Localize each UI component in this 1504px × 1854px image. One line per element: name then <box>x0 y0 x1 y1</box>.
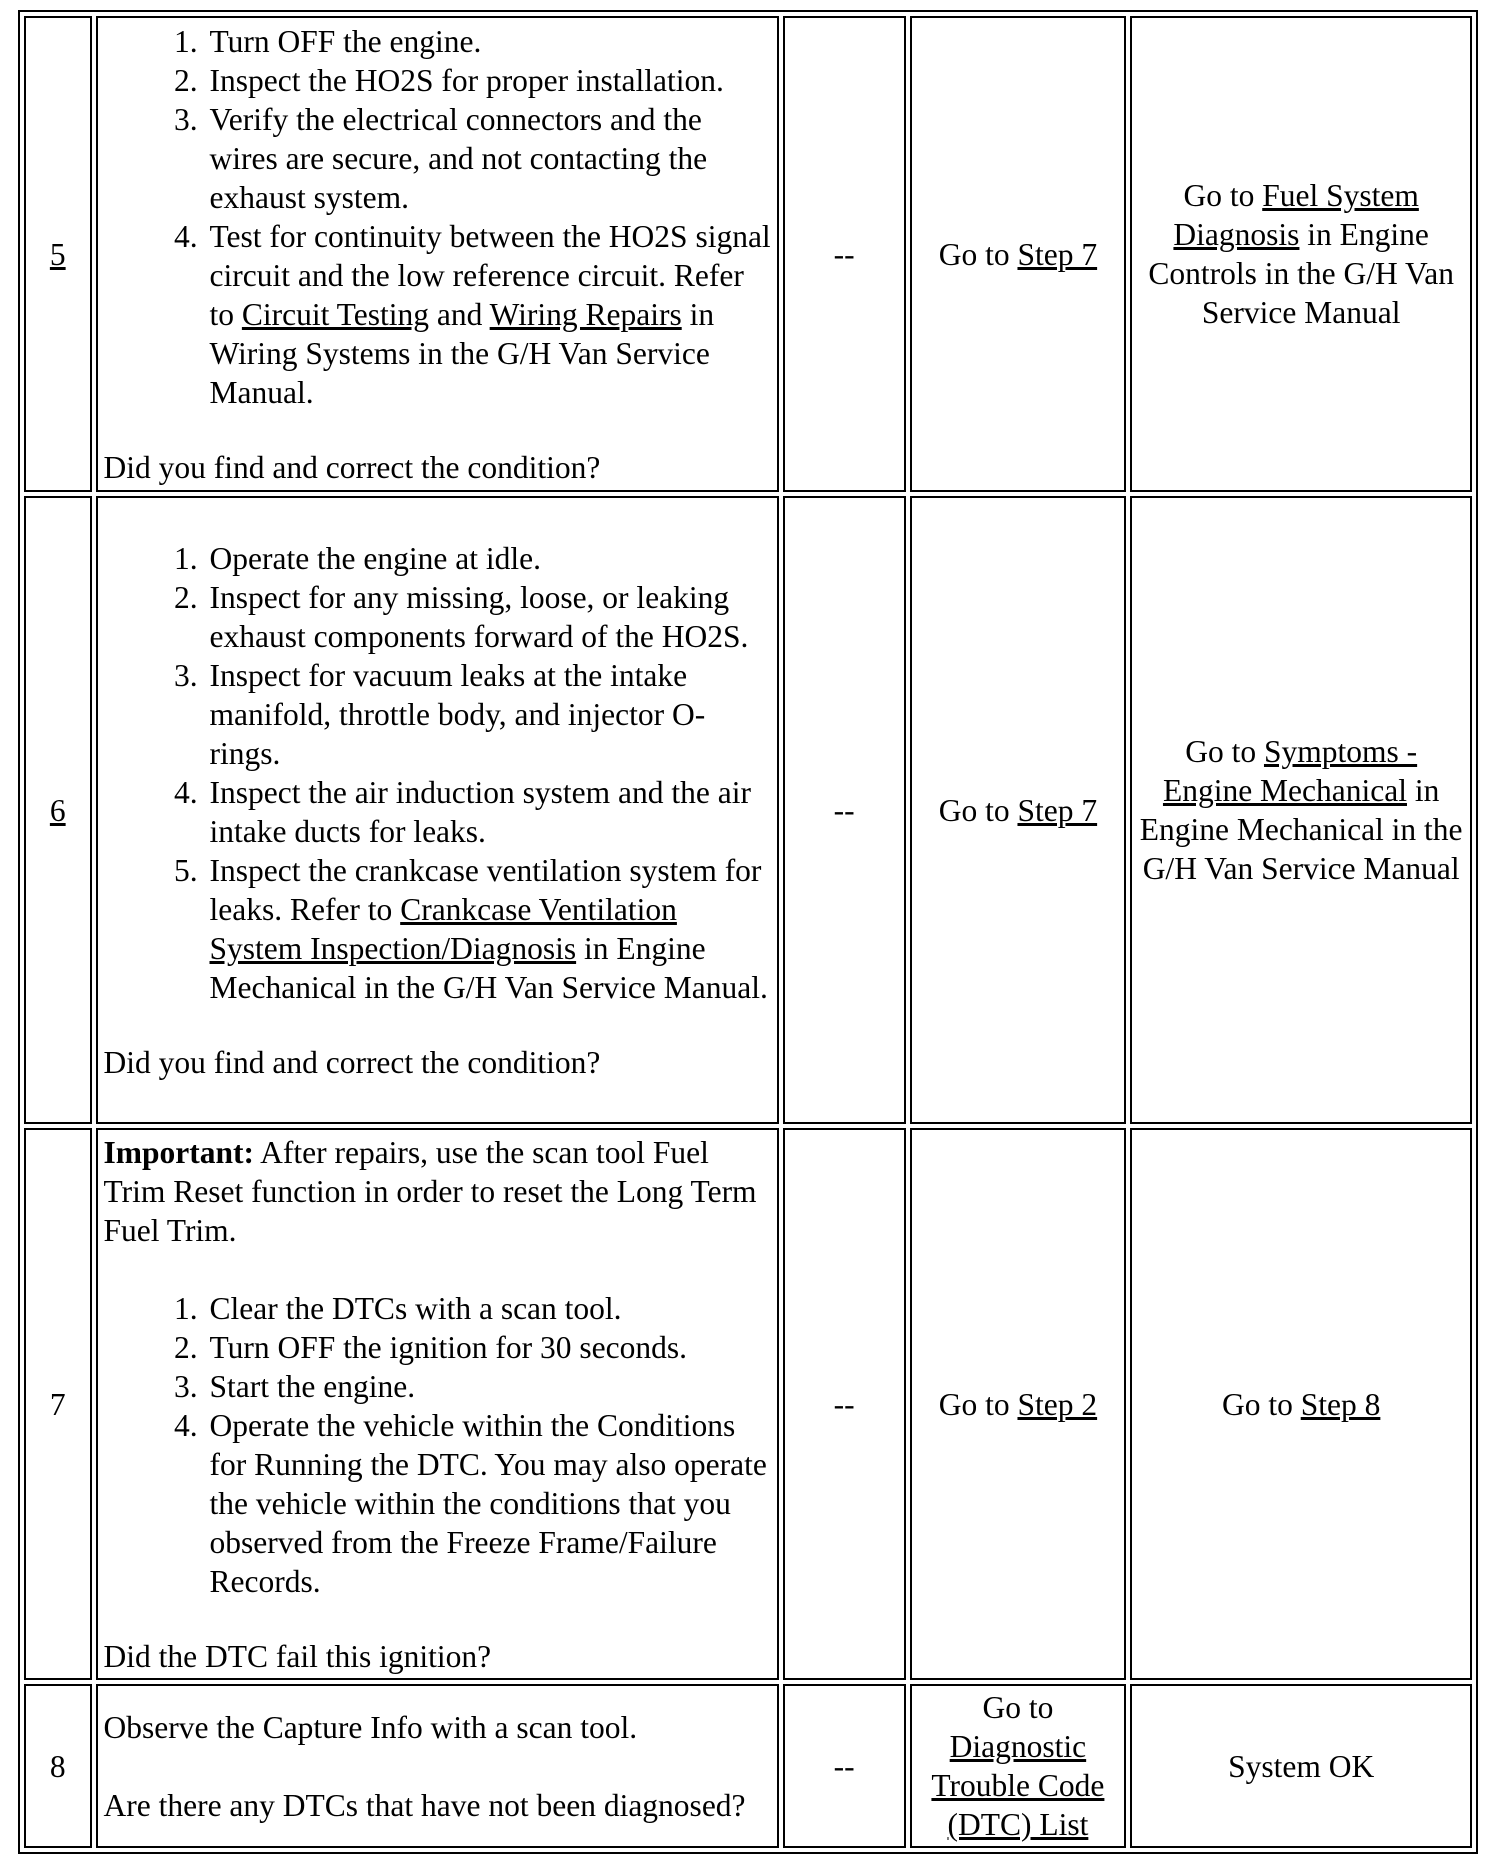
step-cell <box>24 16 92 492</box>
table-row <box>24 16 1472 492</box>
go-to-text: Go to <box>1183 178 1263 213</box>
list-item: 4. Inspect the air induction system and the air intake ducts for leaks. <box>206 773 771 851</box>
values-cell: -- <box>783 496 906 1124</box>
action-cell <box>96 16 779 492</box>
wiring-repairs-link[interactable]: Wiring Repairs <box>489 296 682 332</box>
list-item: 3. Verify the electrical connectors and the wires are secure, and not contacting the exhaust system. <box>206 100 771 217</box>
crankcase-ventilation-link[interactable]: Crankcase Ventilation System Inspection/Diagnosis <box>209 891 677 966</box>
list-item: 4. Operate the vehicle within the Conditions for Running the DTC. You may also operate the vehicle within the conditions that you observed from the Freeze Frame/Failure Records. <box>206 1406 771 1601</box>
circuit-testing-link[interactable]: Circuit Testing <box>241 296 429 332</box>
no-cell <box>1130 496 1472 1124</box>
action-text: Observe the Capture Info with a scan tool. <box>103 1709 638 1745</box>
yes-cell <box>910 496 1127 1124</box>
action-text: Inspect the crankcase ventilation system for leaks. Refer to <box>209 852 762 927</box>
table-row <box>24 496 1472 1124</box>
step-cell: 8 <box>24 1684 92 1848</box>
action-text: in Engine Mechanical in the G/H Van Service Manual. <box>209 930 768 1005</box>
go-to-text: Go to <box>1221 1386 1301 1422</box>
list-item <box>206 851 771 1007</box>
action-text: Test for continuity between the HO2S signal circuit and the low reference circuit. Refer to <box>209 218 771 332</box>
yes-cell <box>910 16 1127 492</box>
dtc-list-link[interactable]: Diagnostic Trouble Code (DTC) List <box>931 1729 1105 1842</box>
action-cell <box>96 496 779 1124</box>
values-cell: -- <box>783 1684 906 1848</box>
step-7-link[interactable]: Step 7 <box>1017 236 1098 272</box>
step-5-link[interactable]: 5 <box>49 236 66 272</box>
step-cell <box>24 496 92 1124</box>
step-6-link[interactable]: 6 <box>49 792 66 828</box>
no-cell <box>1130 1128 1472 1680</box>
action-list <box>104 539 771 1007</box>
action-text: in Wiring Systems in the G/H Van Service Manual. <box>209 296 715 410</box>
yes-cell <box>910 1684 1127 1848</box>
no-cell <box>1130 16 1472 492</box>
yes-cell <box>910 1128 1127 1680</box>
step-8-link[interactable]: Step 8 <box>1300 1386 1381 1422</box>
table-row <box>24 1684 1472 1848</box>
question-text: Did the DTC fail this ignition? <box>103 1638 492 1674</box>
table-row <box>24 1128 1472 1680</box>
go-to-text: Go to <box>982 1690 1054 1725</box>
step-7-link[interactable]: Step 7 <box>1017 792 1098 828</box>
list-item: 1. Turn OFF the engine. <box>206 22 771 61</box>
go-to-text: Go to <box>938 236 1018 272</box>
action-text: and <box>428 296 490 332</box>
symptoms-engine-mechanical-link[interactable]: Symptoms - Engine Mechanical <box>1162 734 1418 808</box>
list-item: 1. Clear the DTCs with a scan tool. <box>206 1289 771 1328</box>
question-text: Did you find and correct the condition? <box>103 449 601 485</box>
question-text: Did you find and correct the condition? <box>103 1044 601 1080</box>
list-item <box>206 217 771 412</box>
step-2-link[interactable]: Step 2 <box>1017 1386 1098 1422</box>
list-item: 2. Turn OFF the ignition for 30 seconds. <box>206 1328 771 1367</box>
values-cell: -- <box>783 1128 906 1680</box>
no-cell: System OK <box>1130 1684 1472 1848</box>
no-text: in Engine Mechanical in the G/H Van Service Manual <box>1139 773 1463 886</box>
step-cell: 7 <box>24 1128 92 1680</box>
list-item: 1. Operate the engine at idle. <box>206 539 771 578</box>
important-text: After repairs, use the scan tool Fuel Trim Reset function in order to reset the Long Term Fuel Trim. <box>103 1134 757 1248</box>
list-item: 2. Inspect for any missing, loose, or leaking exhaust components forward of the HO2S. <box>206 578 771 656</box>
values-cell: -- <box>783 16 906 492</box>
go-to-text: Go to <box>1185 734 1264 769</box>
important-label: Important: <box>103 1134 254 1170</box>
action-list <box>104 1289 771 1601</box>
go-to-text: Go to <box>938 792 1018 828</box>
list-item: 3. Start the engine. <box>206 1367 771 1406</box>
diagnostic-table <box>18 10 1478 1854</box>
list-item: 2. Inspect the HO2S for proper installation. <box>206 61 771 100</box>
list-item: 3. Inspect for vacuum leaks at the intake manifold, throttle body, and injector O-rings. <box>206 656 771 773</box>
action-cell <box>96 1684 779 1848</box>
action-cell <box>96 1128 779 1680</box>
fuel-system-diagnosis-link[interactable]: Fuel System Diagnosis <box>1173 178 1419 252</box>
no-text: in Engine Controls in the G/H Van Service Manual <box>1148 217 1454 330</box>
go-to-text: Go to <box>938 1386 1018 1422</box>
important-note <box>104 1133 771 1250</box>
action-list <box>104 22 771 412</box>
question-text: Are there any DTCs that have not been diagnosed? <box>103 1787 746 1823</box>
